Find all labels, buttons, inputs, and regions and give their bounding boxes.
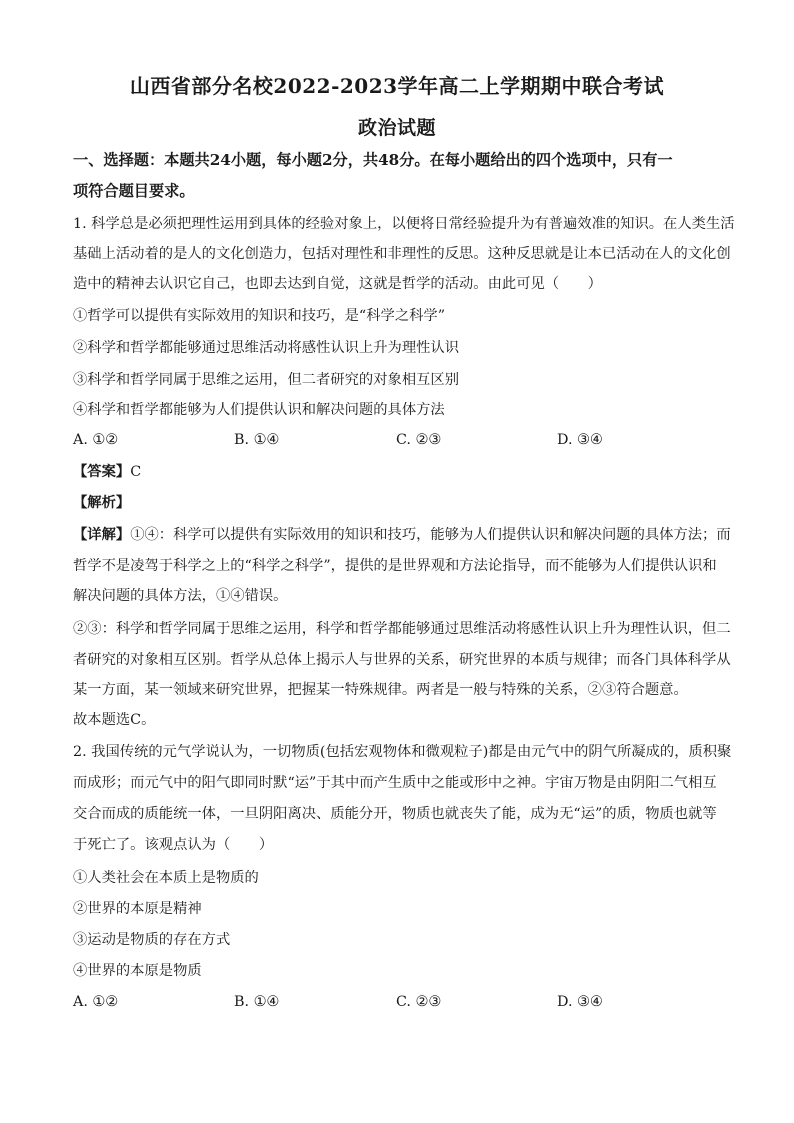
section-heading-line-1: 一、选择题：本题共24小题，每小题2分，共48分。在每小题给出的四个选项中，只有一 — [73, 151, 673, 169]
q2-option-d: D. ③④ — [557, 994, 603, 1010]
q1-option-b: B. ①④ — [234, 432, 280, 448]
q1-detail-text-1: ①④：科学可以提供有实际效用的知识和技巧，能够为人们提供认识和解决问题的具体方法；而 — [130, 527, 731, 543]
q1-detail-line-6: 某一方面，某一领域来研究世界，把握某一特殊规律。两者是一般与特殊的关系，②③符合题意。 — [73, 682, 688, 698]
q1-statement-3: ③科学和哲学同属于思维之运用，但二者研究的对象相互区别 — [73, 372, 460, 388]
q1-statement-4: ④科学和哲学都能够为人们提供认识和解决问题的具体方法 — [73, 402, 445, 418]
q2-statement-4: ④世界的本原是物质 — [73, 963, 202, 979]
q1-conclusion: 故本题选C。 — [73, 712, 156, 728]
q1-statement-1: ①哲学可以提供有实际效用的知识和技巧，是“科学之科学” — [73, 308, 446, 324]
exam-subject: 政治试题 — [357, 117, 436, 139]
detail-label: 【详解】 — [73, 527, 131, 543]
q2-stem-line-1: 2. 我国传统的元气学说认为，一切物质(包括宏观物体和微观粒子)都是由元气中的阴气所凝成的，质积聚 — [73, 744, 732, 760]
answer-value: C — [130, 464, 142, 480]
q2-statement-1: ①人类社会在本质上是物质的 — [73, 870, 259, 886]
exam-title: 山西省部分名校2022-2023学年高二上学期期中联合考试 — [129, 74, 665, 98]
q1-statement-2: ②科学和哲学都能够通过思维活动将感性认识上升为理性认识 — [73, 340, 460, 356]
q1-stem-line-2: 基础上活动着的是人的文化创造力，包括对理性和非理性的反思。这种反思就是让本已活动在人的文化创 — [73, 246, 731, 262]
q1-option-c: C. ②③ — [396, 432, 442, 448]
q2-stem-line-2: 而成形；而元气中的阳气即同时默“运”于其中而产生质中之能或形中之神。宇宙万物是由阴阳二气相互 — [73, 775, 717, 791]
section-heading-line-2: 项符合题目要求。 — [73, 182, 195, 200]
q2-statement-3: ③运动是物质的存在方式 — [73, 932, 231, 948]
analysis-label: 【解析】 — [73, 495, 131, 511]
q1-answer — [73, 462, 723, 482]
q1-stem-line-3: 造中的精神去认识它自己，也即去达到自觉，这就是哲学的活动。由此可见（ ） — [73, 276, 602, 292]
q1-detail-line-4: ②③：科学和哲学同属于思维之运用，科学和哲学都能够通过思维活动将感性认识上升为理性认识，但二 — [73, 621, 731, 637]
answer-label: 【答案】 — [73, 464, 131, 480]
q1-option-d: D. ③④ — [557, 432, 603, 448]
q1-option-a: A. ①② — [73, 432, 119, 448]
q2-stem-line-3: 交合而成的质能统一体，一旦阴阳离决、质能分开，物质也就丧失了能，成为无“运”的质，物质也就等 — [73, 806, 717, 822]
q1-detail-line-3: 解决问题的具体方法，①④错误。 — [73, 588, 288, 604]
q2-statement-2: ②世界的本原是精神 — [73, 901, 202, 917]
q1-stem-line-1: 1. 科学总是必须把理性运用到具体的经验对象上，以便将日常经验提升为有普遍效准的知识。在人类生活 — [73, 216, 735, 232]
q2-option-b: B. ①④ — [234, 994, 280, 1010]
q2-option-a: A. ①② — [73, 994, 119, 1010]
q2-stem-line-4: 于死亡了。该观点认为（ ） — [73, 837, 274, 853]
q2-option-c: C. ②③ — [396, 994, 442, 1010]
q1-detail-line-5: 者研究的对象相互区别。哲学从总体上揭示人与世界的关系，研究世界的本质与规律；而各门具体科学从 — [73, 652, 731, 668]
q1-detail-line-2: 哲学不是凌驾于科学之上的“科学之科学”，提供的是世界观和方法论指导，而不能够为人们提供认识和 — [73, 558, 717, 574]
q1-detail-line-1 — [73, 525, 731, 545]
